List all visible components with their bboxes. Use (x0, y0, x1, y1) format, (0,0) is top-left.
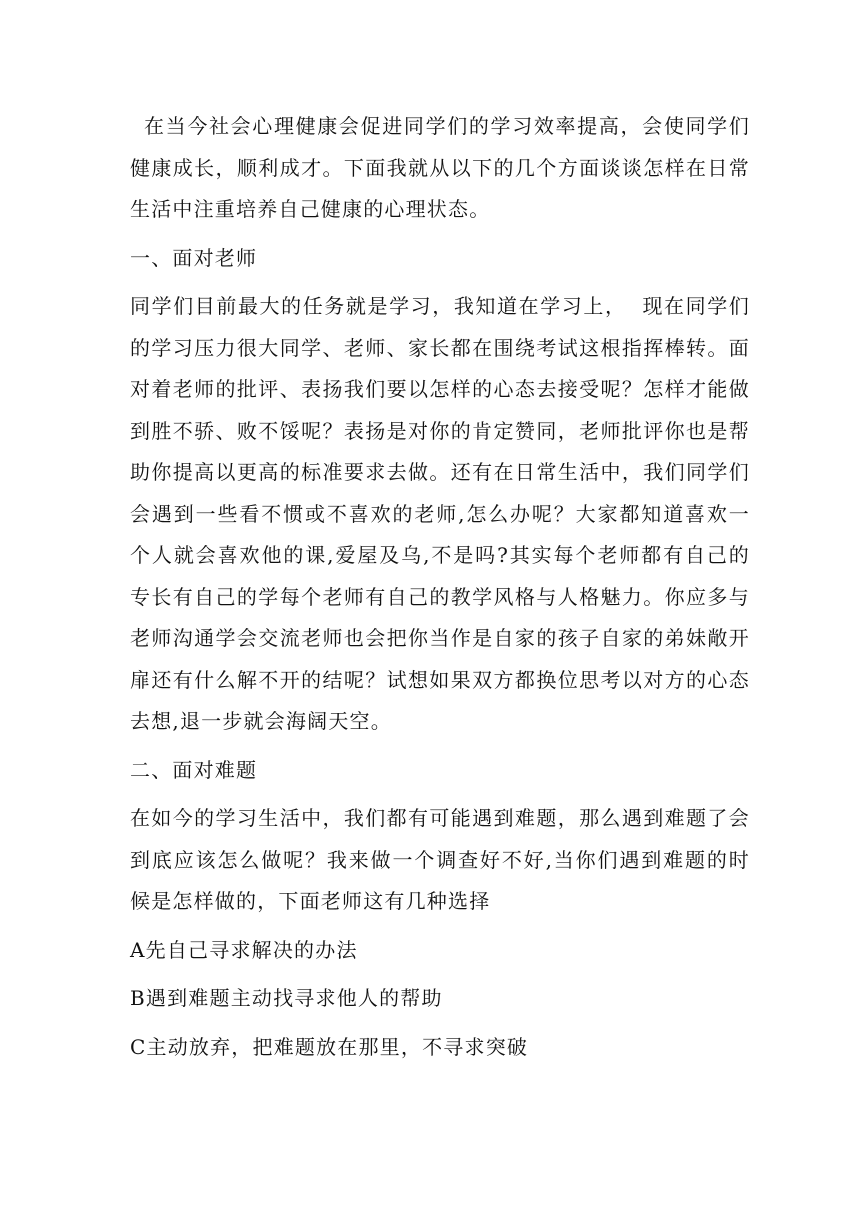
section-body-problems: 在如今的学习生活中，我们都有可能遇到难题，那么遇到难题了会到底应该怎么做呢？我来做一个调查好不好,当你们遇到难题的时候是怎样做的，下面老师这有几种选择 (130, 806, 750, 913)
section-body-teacher: 同学们目前最大的任务就是学习，我知道在学习上， 现在同学们的学习压力很大同学、老师、家长都在围绕考试这根指挥棒转。面对着老师的批评、表扬我们要以怎样的心态去接受呢？怎样才能做到胜不骄、败不馁呢？表扬是对你的肯定赞同，老师批评你也是帮助你提高以更高的标准要求去做。还有在日常生活中，我们同学们会遇到一些看不惯或不喜欢的老师,怎么办呢？大家都知道喜欢一个人就会喜欢他的课,爱屋及乌,不是吗?其实每个老师都有自己的专长有自己的学每个老师有自己的教学风格与人格魅力。你应多与老师沟通学会交流老师也会把你当作是自家的孩子自家的弟妹敞开扉还有什么解不开的结呢？试想如果双方都换位思考以对方的心态去想,退一步就会海阔天空。 (130, 294, 750, 733)
intro-paragraph: 在当今社会心理健康会促进同学们的学习效率提高，会使同学们健康成长，顺利成才。下面我就从以下的几个方面谈谈怎样在日常生活中注重培养自己健康的心理状态。 (130, 114, 750, 221)
option-b: B遇到难题主动找寻求他人的帮助 (130, 986, 443, 1010)
section-heading-teacher: 一、面对老师 (130, 245, 258, 270)
option-a: A先自己寻求解决的办法 (130, 937, 358, 962)
section-heading-problems: 二、面对难题 (130, 757, 258, 782)
option-c: C主动放弃，把难题放在那里，不寻求突破 (130, 1034, 529, 1059)
